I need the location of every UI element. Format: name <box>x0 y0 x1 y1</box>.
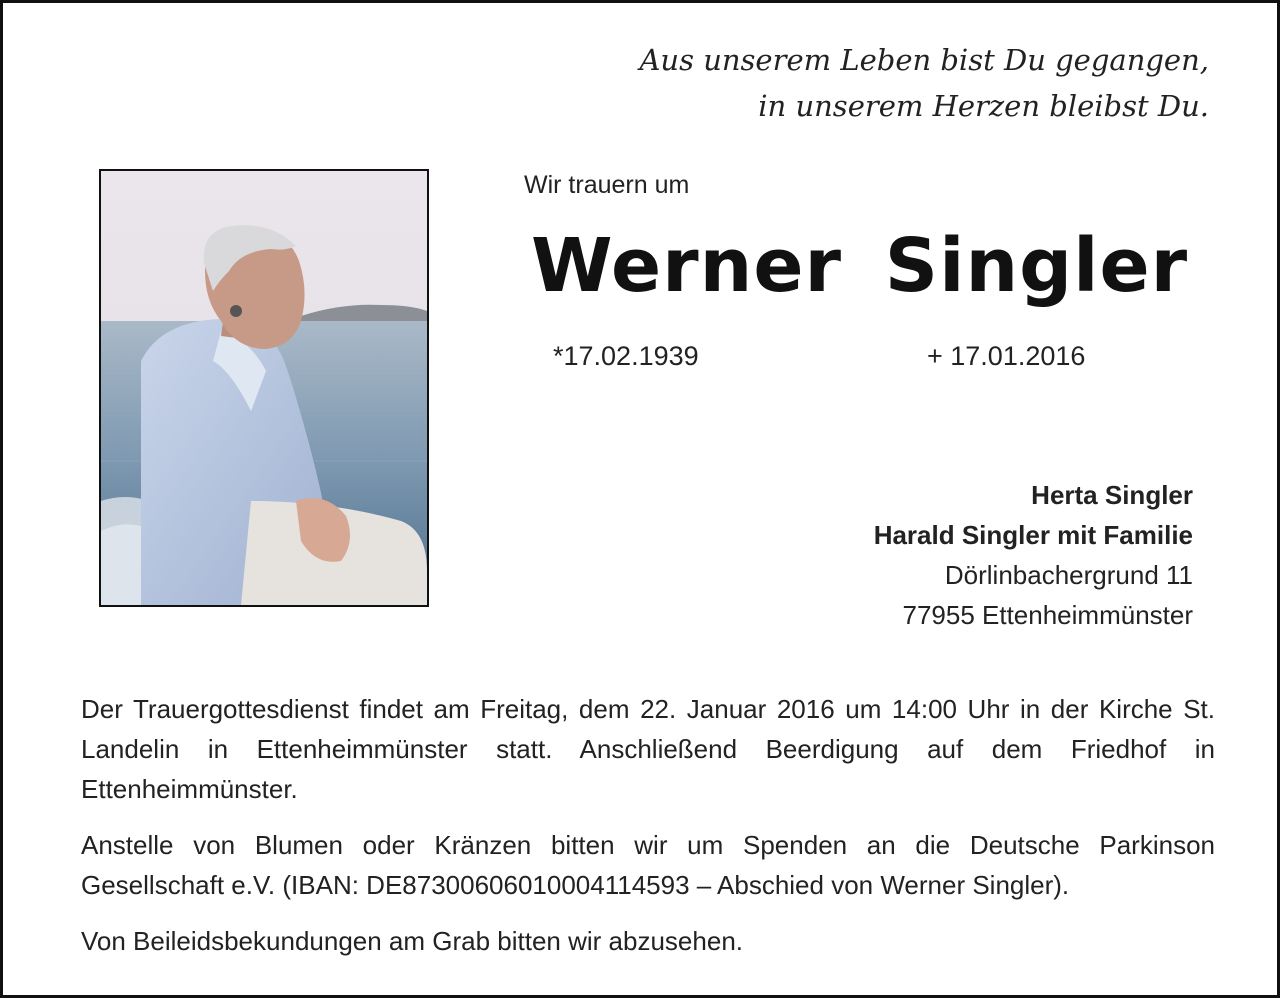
mourner-name: Harald Singler mit Familie <box>873 520 1193 550</box>
service-paragraph: Der Trauergottesdienst findet am Freitag, dem 22. Januar 2016 um 14:00 Uhr in der Kirche St. Landelin in Ettenheimmünster statt. Anschließend Beerdigung auf dem Friedhof in Ettenheimmünster. <box>81 694 1215 804</box>
motto-line-1: Aus unserem Leben bist Du gegangen, <box>639 43 1209 77</box>
death-date: + 17.01.2016 <box>927 341 1086 371</box>
notice-body <box>81 689 1215 977</box>
donation-paragraph: Anstelle von Blumen oder Kränzen bitten wir um Spenden an die Deutsche Parkinson Gesellschaft e.V. (IBAN: DE87300606010004114593 – Abschied von Werner Singler). <box>81 830 1215 900</box>
portrait-photo <box>99 169 429 607</box>
motto-quote <box>639 37 1209 129</box>
address-street: Dörlinbachergrund 11 <box>944 560 1193 590</box>
mourner-name: Herta Singler <box>1031 480 1193 510</box>
birth-date: *17.02.1939 <box>553 341 699 371</box>
motto-line-2: in unserem Herzen bleibst Du. <box>758 89 1209 123</box>
deceased-name: Werner Singler <box>531 223 1189 309</box>
mourners-block <box>874 475 1193 635</box>
condolence-paragraph: Von Beileidsbekundungen am Grab bitten wir abzusehen. <box>81 926 743 956</box>
address-city: 77955 Ettenheimmünster <box>902 600 1193 630</box>
portrait-illustration <box>101 171 427 605</box>
mourning-intro: Wir trauern um <box>524 171 690 199</box>
